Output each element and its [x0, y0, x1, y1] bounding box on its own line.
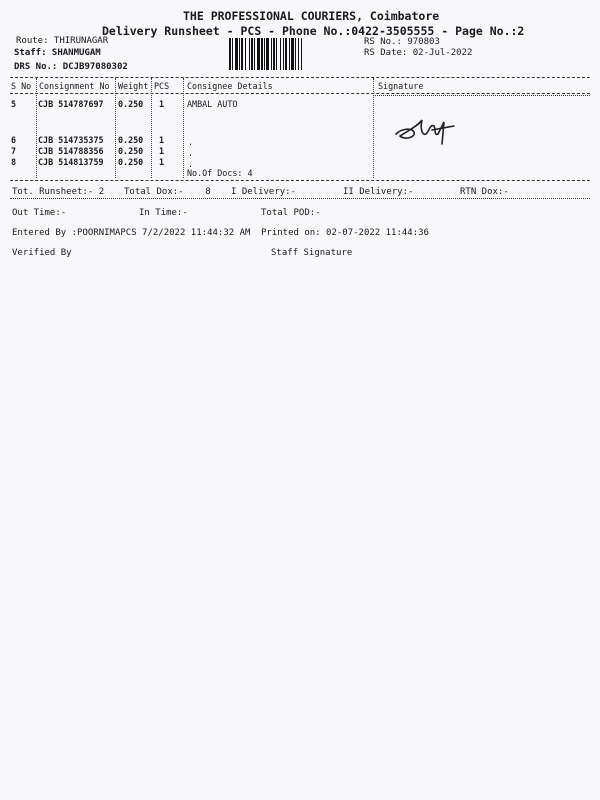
staff-signature: Staff Signature — [271, 248, 353, 258]
route-label: Route: THIRUNAGAR — [16, 36, 109, 46]
rs-number: RS No.: 970803 — [364, 37, 440, 47]
i-delivery: I Delivery:- — [231, 187, 297, 197]
document-subtitle: Delivery Runsheet - PCS - Phone No.:0422-3505555 - Page No.:2 — [102, 24, 525, 38]
table-cell-weight: 0.250 — [118, 99, 144, 109]
table-cell-consignee: . — [188, 148, 194, 158]
entered-by: Entered By :POORNIMAPCS 7/2/2022 11:44:32 AM — [12, 228, 251, 238]
table-cell-pcs: 1 — [159, 146, 165, 156]
table-cell-weight: 0.250 — [118, 157, 144, 167]
table-cell-pcs: 1 — [159, 99, 165, 109]
table-cell-consignee: . — [188, 159, 194, 169]
table-cell-sno: 8 — [11, 157, 17, 167]
rs-date: RS Date: 02-Jul-2022 — [364, 48, 473, 58]
table-cell-pcs: 1 — [159, 135, 165, 145]
table-cell-weight: 0.250 — [118, 146, 144, 156]
table-cell-sno: 6 — [11, 135, 17, 145]
table-header-rule — [10, 93, 590, 94]
no-of-docs: No.Of Docs: 4 — [187, 168, 253, 178]
column-divider — [183, 78, 184, 178]
table-cell-consignment: CJB 514735375 — [38, 135, 104, 145]
rtn-dox: RTN Dox:- — [460, 187, 509, 197]
column-divider — [373, 78, 374, 178]
ii-delivery: II Delivery:- — [343, 187, 414, 197]
barcode — [229, 38, 356, 70]
column-header-sno: S No — [11, 81, 32, 91]
in-time: In Time:- — [139, 208, 188, 218]
table-top-rule — [10, 77, 590, 78]
table-bottom-rule — [10, 180, 590, 181]
table-cell-consignment: CJB 514787697 — [38, 99, 104, 109]
row-divider — [375, 95, 590, 96]
verified-by: Verified By — [12, 248, 72, 258]
table-cell-consignment: CJB 514813759 — [38, 157, 104, 167]
printed-on: Printed on: 02-07-2022 11:44:36 — [261, 228, 429, 238]
column-header-signature: Signature — [378, 81, 424, 91]
column-divider — [36, 78, 37, 178]
total-dox: Total Dox:- 8 — [124, 187, 211, 197]
total-pod: Total POD:- — [261, 208, 321, 218]
summary-rule — [10, 198, 590, 199]
tot-runsheet: Tot. Runsheet:- 2 — [12, 187, 105, 197]
column-header-consignment: Consignment No — [39, 81, 110, 91]
column-divider — [151, 78, 152, 178]
table-cell-pcs: 1 — [159, 157, 165, 167]
signature-scribble — [392, 110, 462, 150]
out-time: Out Time:- — [12, 208, 67, 218]
table-cell-consignee: AMBAL AUTO — [187, 99, 238, 109]
column-header-pcs: PCS — [154, 81, 170, 91]
table-cell-weight: 0.250 — [118, 135, 144, 145]
drs-number: DRS No.: DCJB97080302 — [14, 62, 128, 72]
table-cell-consignment: CJB 514788356 — [38, 146, 104, 156]
document-title: THE PROFESSIONAL COURIERS, Coimbatore — [183, 9, 440, 23]
table-cell-consignee: . — [188, 137, 194, 147]
staff-label: Staff: SHANMUGAM — [14, 48, 101, 58]
column-header-weight: Weight — [118, 81, 149, 91]
column-divider — [115, 78, 116, 178]
table-cell-sno: 7 — [11, 146, 17, 156]
column-header-consignee: Consignee Details — [187, 81, 273, 91]
table-cell-sno: 5 — [11, 99, 17, 109]
